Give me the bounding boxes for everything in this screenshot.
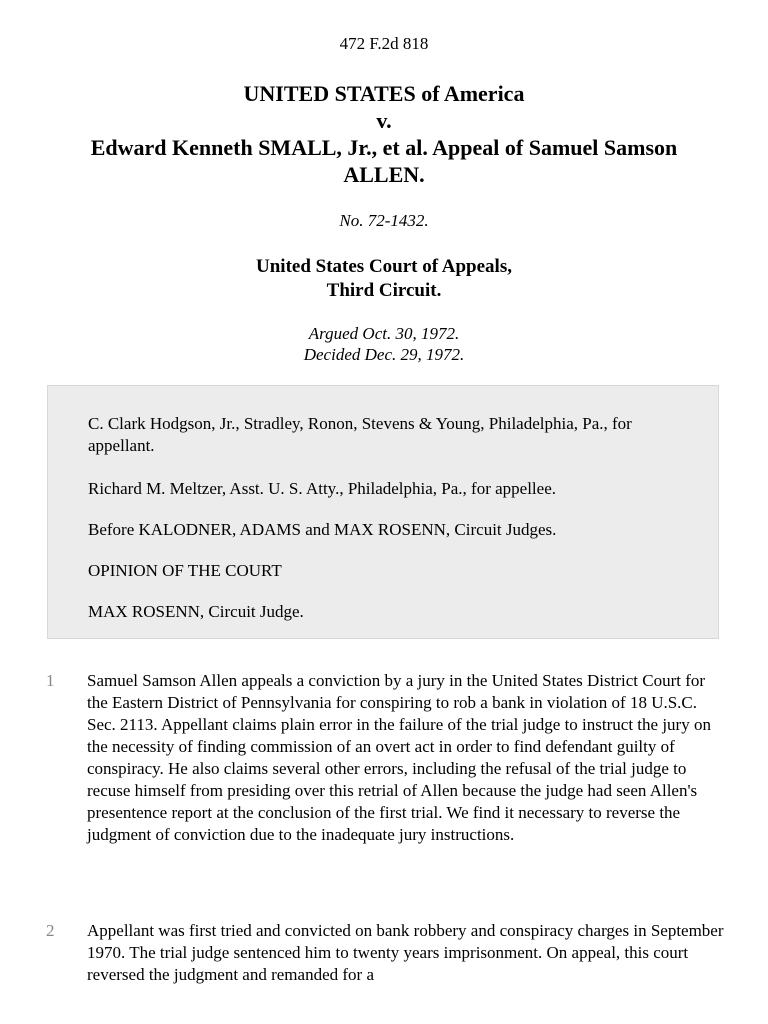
case-title-line: ALLEN. (343, 162, 425, 187)
case-title (20, 80, 748, 188)
appellant-counsel: C. Clark Hodgson, Jr., Stradley, Ronon, Stevens & Young, Philadelphia, Pa., for appellant. (88, 414, 632, 455)
docket-number: No. 72-1432. (339, 211, 429, 230)
case-dates (0, 323, 768, 365)
case-title-line: UNITED STATES of America (243, 81, 525, 106)
case-citation: 472 F.2d 818 (339, 34, 429, 53)
paragraph-number: 1 (46, 671, 55, 690)
opinion-author: MAX ROSENN, Circuit Judge. (88, 602, 304, 621)
paragraph-text: Appellant was first tried and convicted on bank robbery and conspiracy charges in September 1970. The trial judge sentenced him to twenty years imprisonment. On appeal, this court reversed the judgment and remanded for a (87, 921, 724, 984)
court-name-line: United States Court of Appeals, (256, 256, 512, 277)
counsel-box (47, 385, 719, 639)
paragraph-number: 2 (46, 921, 55, 940)
case-title-line: Edward Kenneth SMALL, Jr., et al. Appeal of Samuel Samson (90, 135, 678, 160)
opinion-heading: OPINION OF THE COURT (88, 561, 282, 580)
panel-judges: Before KALODNER, ADAMS and MAX ROSENN, Circuit Judges. (88, 520, 557, 539)
appellee-counsel: Richard M. Meltzer, Asst. U. S. Atty., Philadelphia, Pa., for appellee. (88, 479, 556, 498)
argued-date: Argued Oct. 30, 1972. (308, 324, 460, 343)
paragraph-text: Samuel Samson Allen appeals a conviction by a jury in the United States District Court for the Eastern District of Pennsylvania for conspiring to rob a bank in violation of 18 U.S.C. Sec. 2113. Appellant claims plain error in the failure of the trial judge to instruct the jury on the necessity of finding commission of an overt act in order to find defendant guilty of conspiracy. He also claims several other errors, including the refusal of the trial judge to recuse himself from presiding over this retrial of Allen because the judge had seen Allen's presentence report at the conclusion of the first trial. We find it necessary to reverse the judgment of conviction due to the inadequate jury instructions. (87, 671, 711, 844)
court-name-line: Third Circuit. (326, 280, 442, 301)
court-name (0, 255, 768, 303)
case-title-line: v. (376, 108, 392, 133)
decided-date: Decided Dec. 29, 1972. (303, 345, 465, 364)
